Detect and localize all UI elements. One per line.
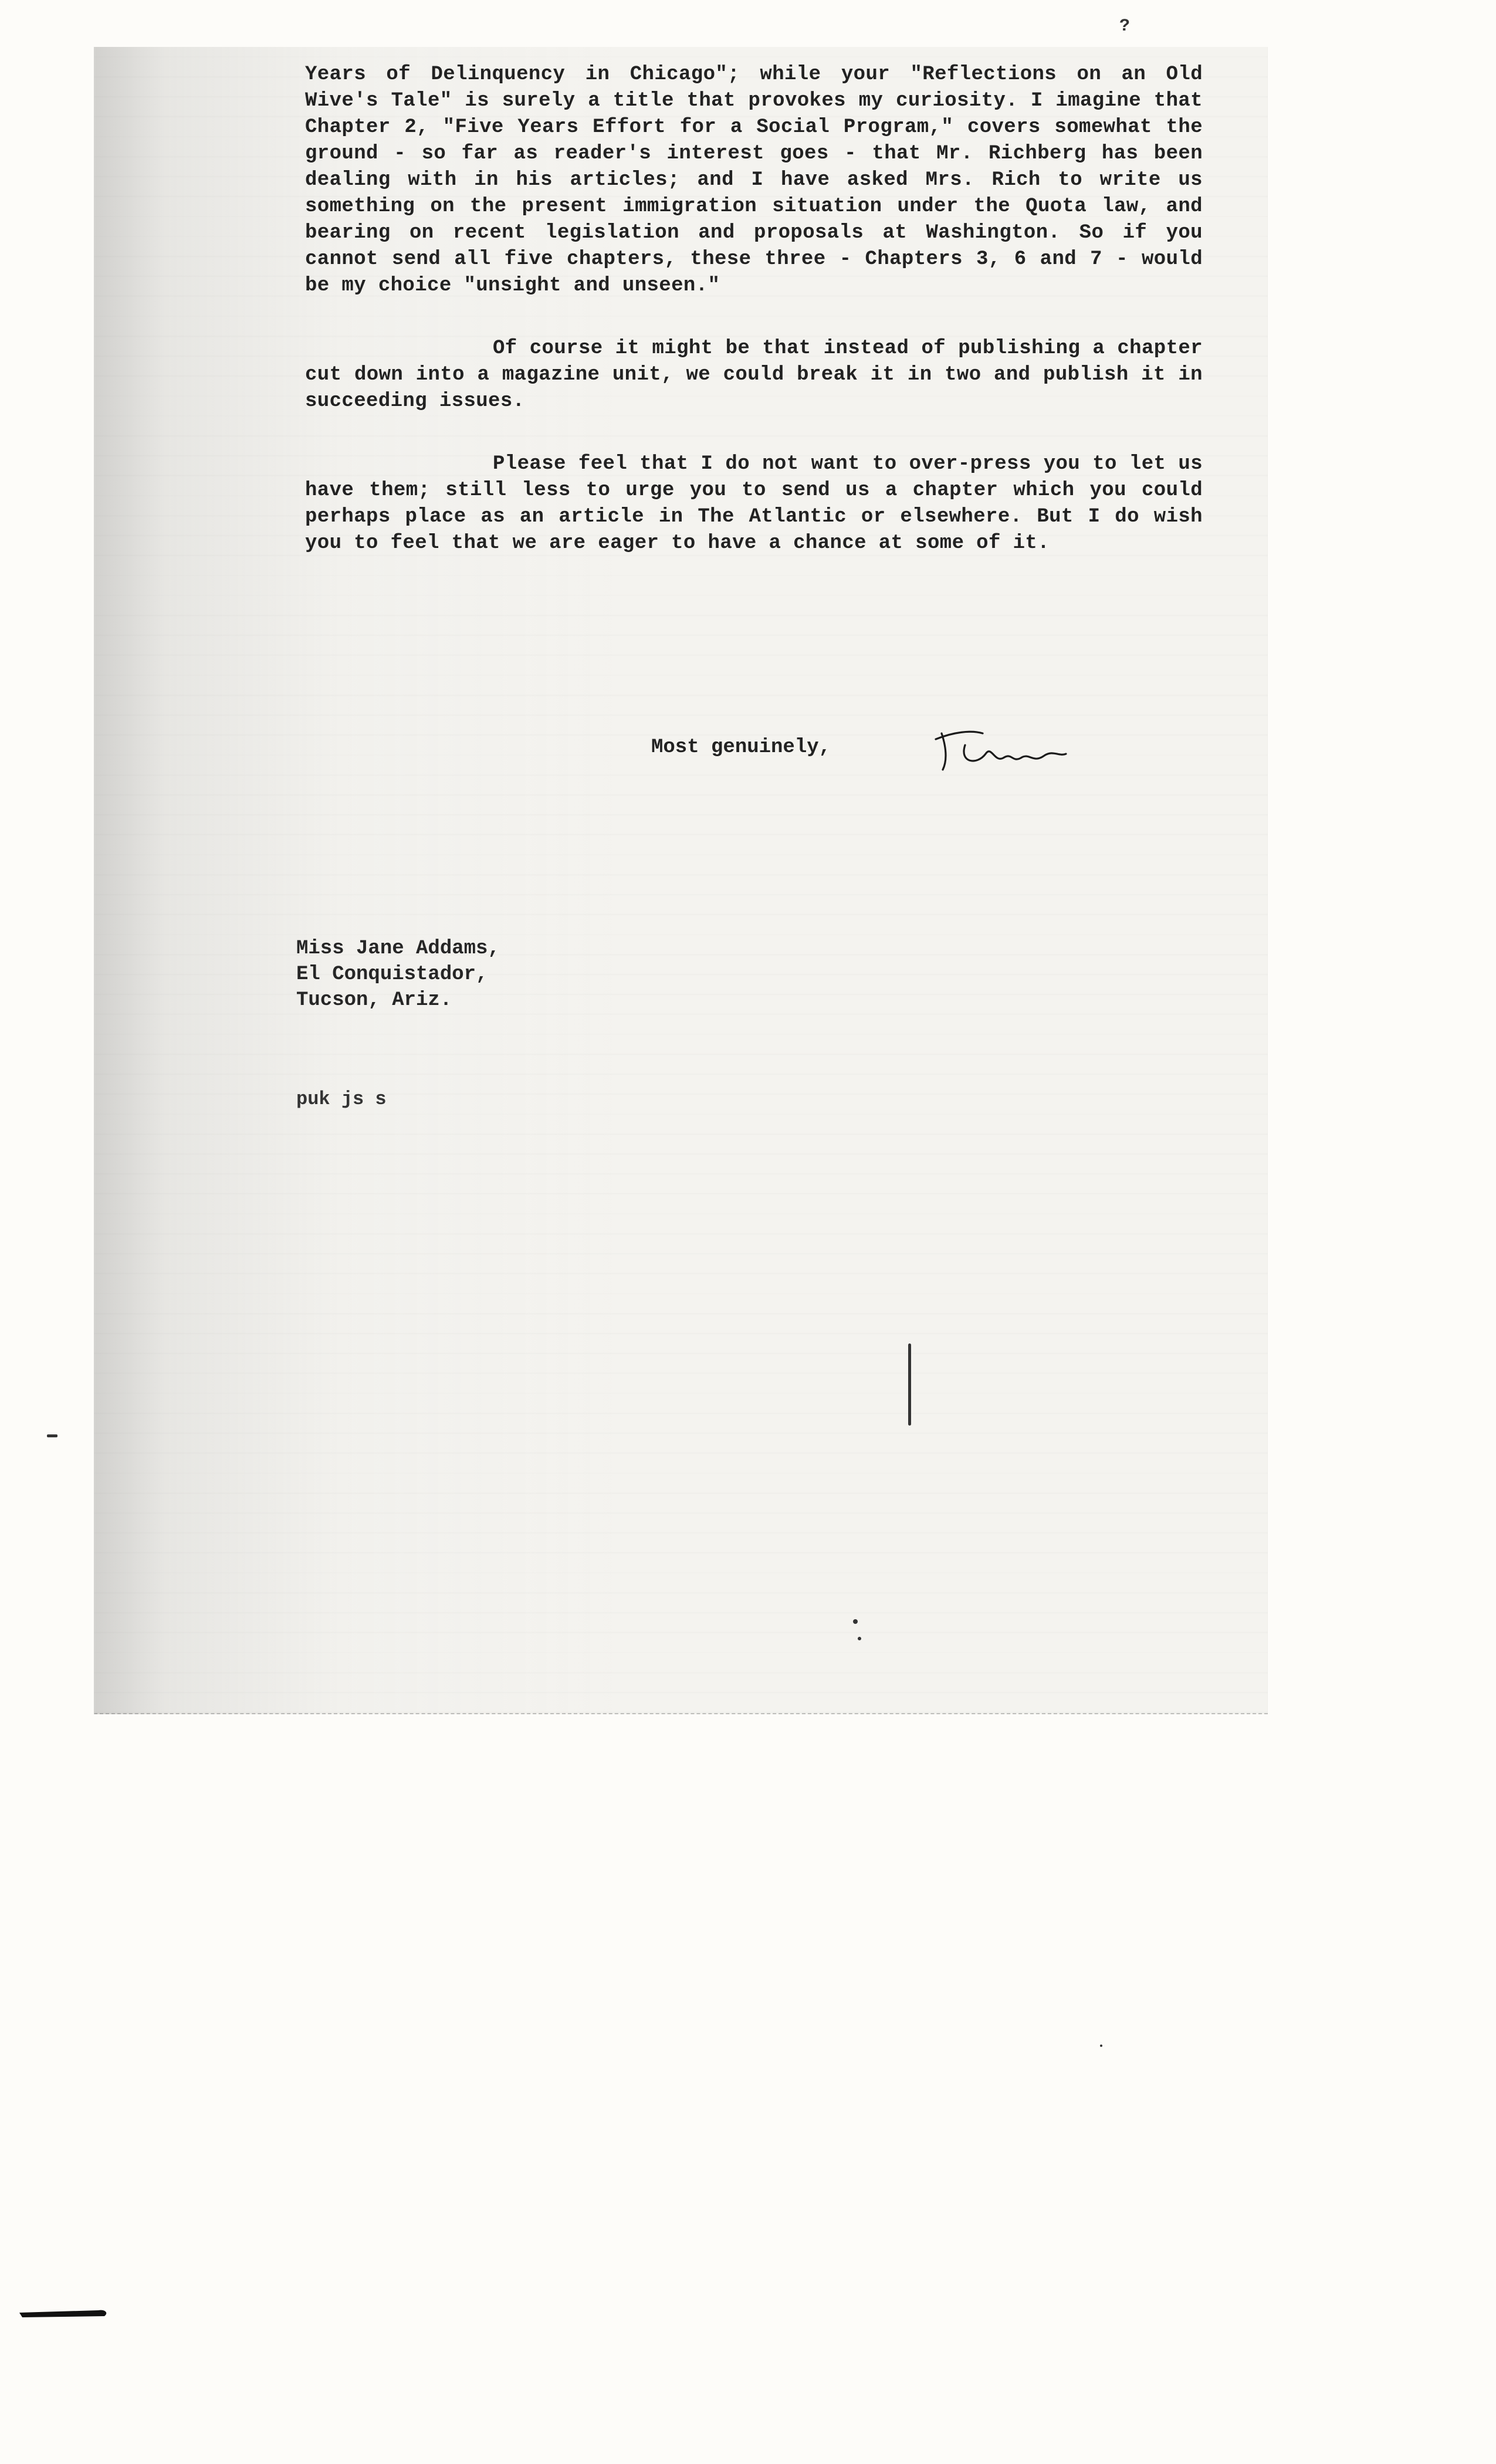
recipient-address [296, 936, 500, 1013]
paragraph-1: Years of Delinquency in Chicago"; while your "Reflections on an Old Wive's Tale" is surely a title that provokes my curiosity. I imagine that Chapter 2, "Five Years Effort for a Social Program," covers somewhat the ground - so far as reader's interest goes - that Mr. Richberg has been dealing with in his articles; and I have asked Mrs. Rich to write us something on the present immigration situation under the Quota law, and bearing on recent legislation and proposals at Washington. So if you cannot send all five chapters, these three - Chapters 3, 6 and 7 - would be my choice "unsight and unseen." [305, 63, 1203, 297]
address-line-2: El Conquistador, [296, 963, 488, 986]
speck [47, 1434, 57, 1437]
address-line-3: Tucson, Ariz. [296, 989, 452, 1011]
paragraph-3: Please feel that I do not want to over-press you to let us have them; still less to urge you to send us a chapter which you could perhaps place as an article in The Atlantic or elsewhere. But I do wish you to feel that we are eager to have a chance at some of it. [305, 453, 1203, 554]
speck [858, 1637, 861, 1640]
paragraph-2: Of course it might be that instead of publishing a chapter cut down into a magazine unit, we could break it in two and publish it in succeeding issues. [305, 337, 1203, 412]
speck [908, 1343, 911, 1426]
edge-mark [16, 2300, 110, 2323]
speck [1100, 2045, 1102, 2047]
closing: Most genuinely, [651, 736, 831, 759]
handwritten-signature [930, 722, 1071, 774]
reference-initials: puk js s [296, 1088, 387, 1110]
address-line-1: Miss Jane Addams, [296, 937, 500, 960]
speck [853, 1619, 858, 1624]
letter-body [305, 62, 1203, 593]
page-mark: ? [1119, 16, 1131, 36]
